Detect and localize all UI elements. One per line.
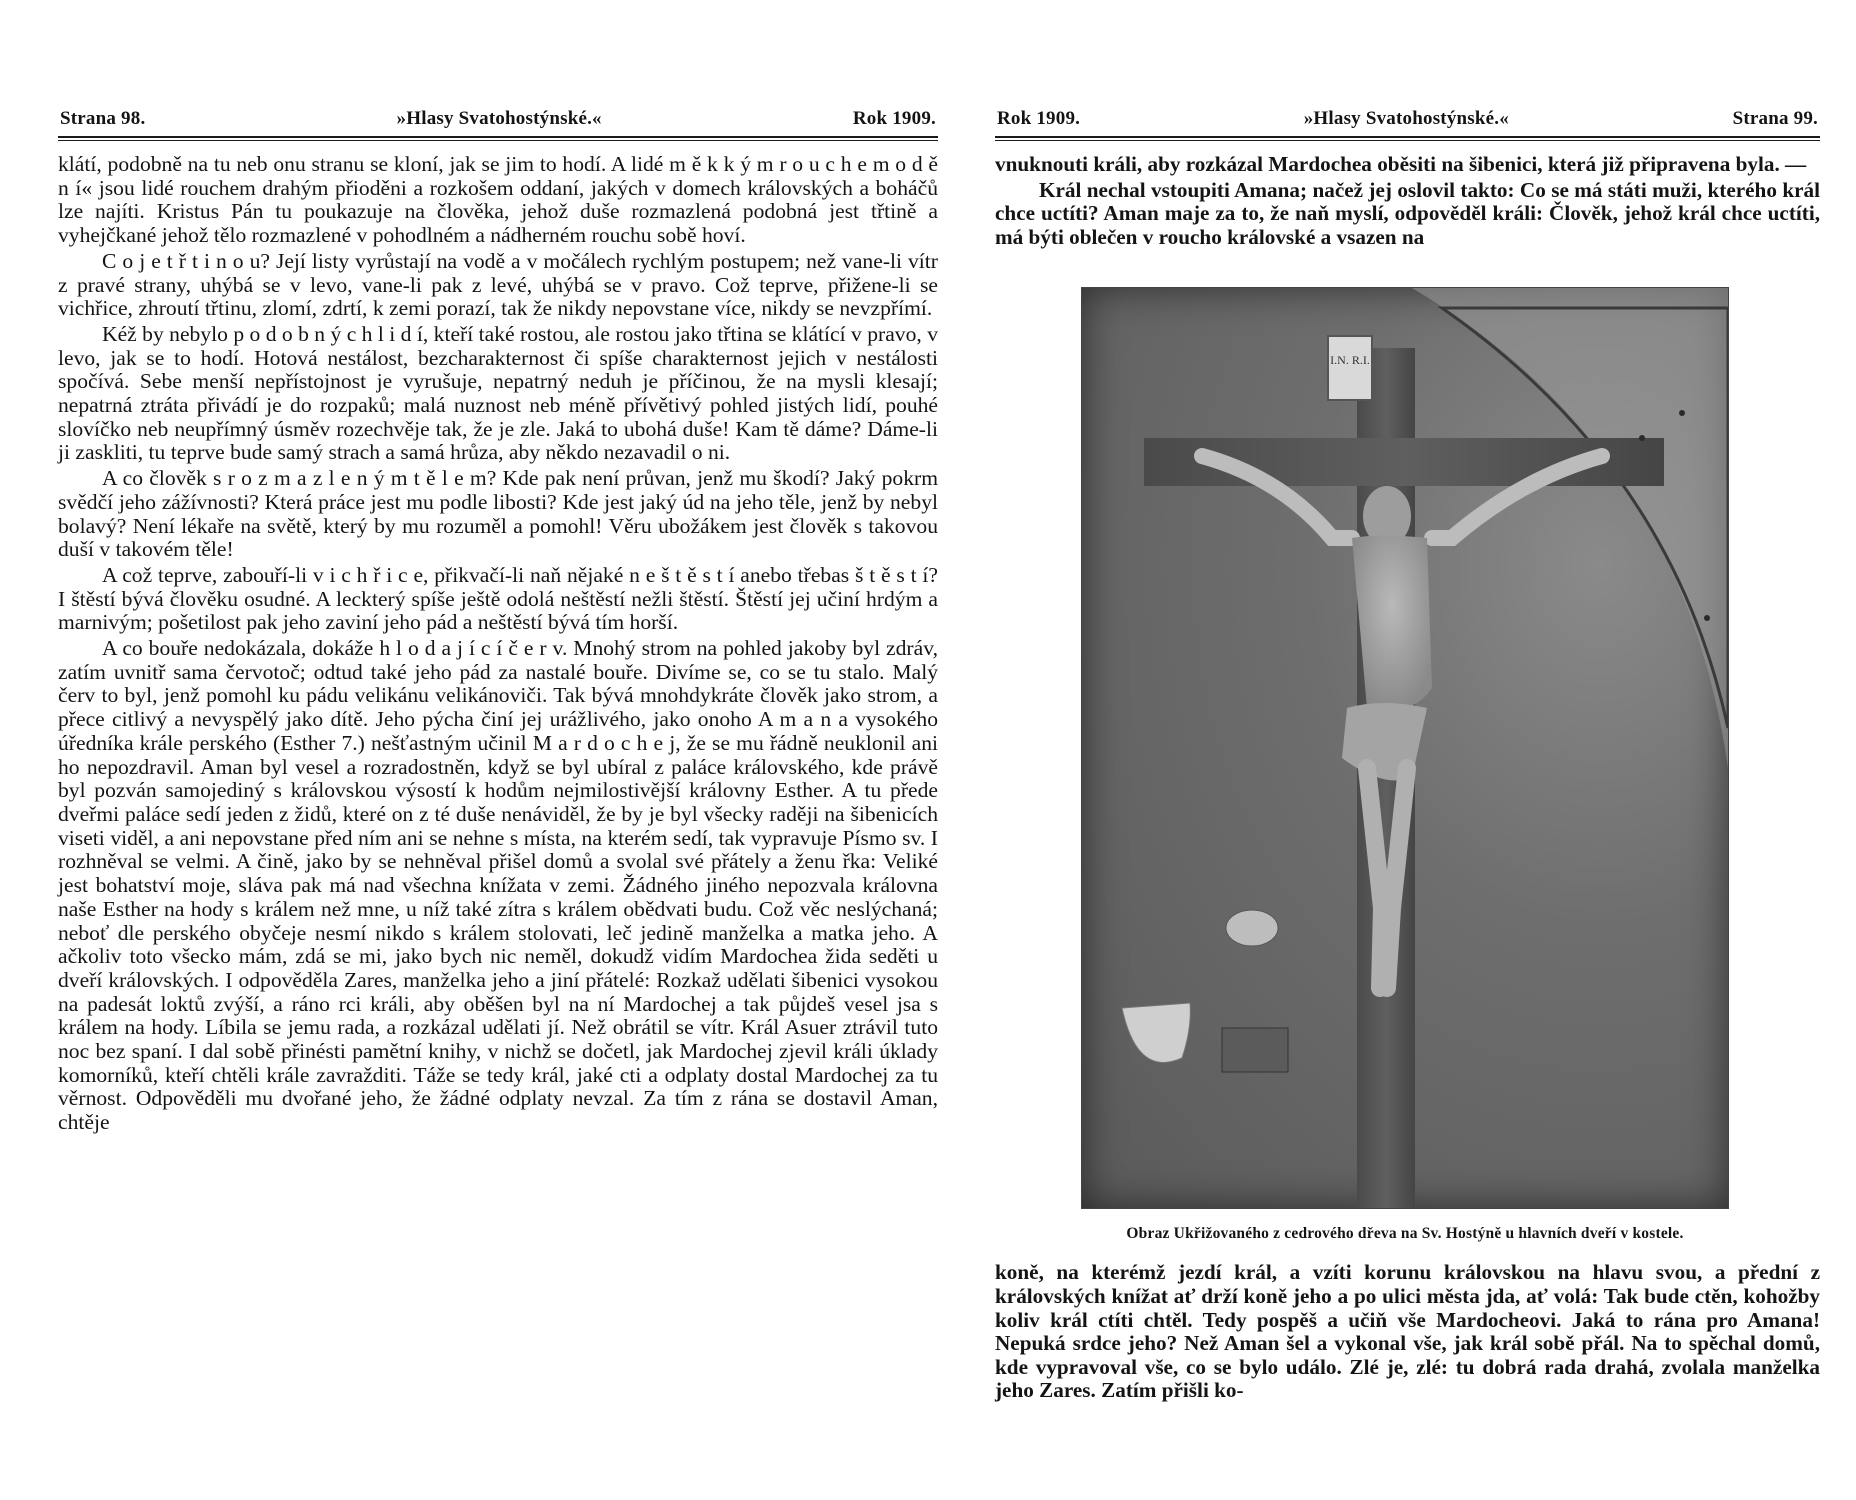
header-rule-thin [58,140,938,141]
left-year: Rok 1909. [852,108,936,129]
right-body-text-bottom [995,1261,1820,1403]
paragraph: A což teprve, zabouří-li v i c h ř i c e, přikvačí-li naň nějaké n e š t ě s t í anebo třebas š t ě s t í? I štěstí bývá člověku osudné. A leckterý spíše ještě odolá neštěstí nežli štěstí. Štěstí jej učiní hrdým a marnivým; pošetilost pak jeho zaviní jeho pád a neštěstí bývá tím horší. [58,562,938,635]
left-page [58,108,938,1137]
header-rule [58,136,938,138]
right-year: Rok 1909. [997,108,1081,129]
inri-inscription: I.N. R.I. [1330,353,1370,368]
left-body-text [58,153,938,1135]
star-ornament [1639,435,1645,441]
right-page-number: Strana 99. [1732,108,1818,129]
paragraph: A co člověk s r o z m a z l e n ý m t ě l e m? Kde pak není průvan, jenž mu škodí? Jaký pokrm svědčí jeho zážívnosti? Která práce jest mu podle libosti? Kde jest jaký úd na jeho těle, jenž by nebyl bolavý? Není lékaře na světě, který by mu rozuměl a pomohl! Věru ubožákem jest člověk s takovou duší v takovém těle! [58,466,938,562]
offering-box [1222,1028,1288,1072]
paragraph: Kéž by nebylo p o d o b n ý c h l i d í, kteří také rostou, ale rostou jako třtina se klátící v pravo, v levo, jak se to hodí. Hotová nestálost, bezcharakternost či spíše charakternost jejich v nestálosti spočívá. Sebe menší nepřístojnost je vyrušuje, nepatrný neduh je příčinou, že na mysli klesají; nepatrná ztráta přivádí je do rozpaků; malá nuznost neb méně přívětivý pohled jistých lidí, pouhé slovíčko neb neupřímný úsměv rozechvěje tak, že je zle. Jaká to ubohá duše! Kam tě dáme? Dáme-li ji zaskliti, tu teprve bude samý strach a samá hrůza, aby někdo nezavadil o ni. [58,321,938,465]
paragraph: C o j e t ř t i n o u? Její listy vyrůstají na vodě a v močálech rychlým postupem; než vane-li vítr z pravé strany, uhýbá se v levo, vane-li pak z levé, uhýbá se v pravo. Což teprve, přižene-li se vichřice, zhroutí třtinu, zlomí, zdrtí, k zemi porazí, tak že nikdy nepovstane více, nikdy se nevzpřímí. [58,248,938,321]
right-journal-title: »Hlasy Svatohostýnské.« [1303,108,1509,129]
figure-caption: Obraz Ukřižovaného z cedrového dřeva na Sv. Hostýně u hlavních dveří v kostele. [1126,1225,1684,1243]
small-plaque [1226,910,1278,946]
right-running-head [995,108,1820,136]
star-ornament [1704,615,1710,621]
header-rule-thin [995,140,1820,141]
header-rule [995,136,1820,138]
left-journal-title: »Hlasy Svatohostýnské.« [396,108,602,129]
star-ornament [1679,410,1685,416]
left-running-head [58,108,938,136]
holy-water-font [1122,1003,1190,1062]
inri-plaque [1328,336,1372,400]
right-page [995,108,1820,1405]
right-body-text-top [995,153,1820,249]
paragraph: klátí, podobně na tu neb onu stranu se kloní, jak se jim to hodí. A lidé m ě k k ý m r o u c h e m o d ě n í« jsou lidé rouchem drahým přioděni a rozkošem oddaní, jakých v domech královských a boháčů lze najíti. Kristus Pán tu poukazuje na člověka, jehož duše rozmazlená podobná jest třtině a vyhejčkané jehož tělo rozmazlené v pohodlném a nádherném rouchu sobě hoví. [58,152,938,248]
paragraph: vnuknouti králi, aby rozkázal Mardochea oběsiti na šibenici, která již připravena byla. — [995,152,1807,176]
crucifix-illustration [1082,288,1728,1208]
paragraph: A co bouře nedokázala, dokáže h l o d a j í c í č e r v. Mnohý strom na pohled jakoby byl zdráv, zatím uvnitř sama červotoč; odtud také jeho pád za nastalé bouře. Divíme se, co se tu stalo. Malý červ to byl, jenž pomohl ku pádu velikánu velikánoviči. Tak bývá mnohdykráte člověk jako strom, a přece citlivý a nevyspělý jako dítě. Jeho pýcha činí jej urážlivého, jako onoho A m a n a vysokého úředníka krále perského (Esther 7.) nešťastným učinil M a r d o c h e j, že se mu řádně neuklonil ani ho nepozdravil. Aman byl vesel a rozradostněn, když se byl ubíral z paláce královského, kde právě byl pozván samojediný s královskou výsostí k hodům nejmilostivější královny Esther. A tu přede dveřmi paláce sedí jeden z židů, které on z té duše nenáviděl, že by je byl všecky raději na šibenicích viseti viděl, a ani nepovstane před ním ani se nehne s místa, na kterém sedí, tak vypravuje Písmo sv. I rozhněval se velmi. A čině, jako by se nehněval přišel domů a svolal své přátely a ženu řka: Veliké jest bohatství moje, sláva pak má nad všechna knížata v zemi. Žádného jiného nepozvala královna naše Esther na hody s králem než mne, u níž také zítra s králem obědvati budu. Což věc neslýchaná; neboť dle perského obyčeje nesmí nikdo s králem stolovati, leč jedině manželka a matka jeho. A ačkoliv toto všecko mám, zdá se mi, jako bych nic neměl, dokudž vidím Mardochea žida seděti u dveří královských. I odpověděla Zares, manželka jeho a jiní přátelé: Rozkaž udělati šibenici vysokou na padesát loktů zvýší, a ráno rci králi, aby oběšen byl na ní Mardochej a tak půjdeš vesel jsa s králem na hody. Líbila se jemu rada, a rozkázal udělati jí. Než obrátil se vítr. Král Asuer ztrávil tuto noc bez spaní. I dal sobě přinésti pamětní knihy, v nichž se dočetl, jak Mardochej zjevil králi úklady komorníků, kteří chtěli krále zavražditi. Táže se tedy král, jaké cti a odplaty dostal Mardochej za tu věrnost. Odpověděli mu dvořané jeho, že žádné odplaty nevzal. Za tím z rána se dostavil Aman, chtěje [58,636,938,1135]
paragraph: koně, na kterémž jezdí král, a vzíti korunu královskou na hlavu svou, a přední z královských knížat ať drží koně jeho a po ulici města jda, ať volá: Tak bude ctěn, kohožby koliv král ctíti chtěl. Tedy pospěš a učiň vše Mardocheovi. Jaká to rána pro Amana! Nepuká srdce jeho? Než Aman šel a vykonal vše, jak král sobě přál. Na to spěchal domů, kde vypravoval vše, co se bylo událo. Zlé je, zlé: tu dobrá rada drahá, zvolala manželka jeho Zares. Zatím přišli ko- [995,1260,1820,1403]
crucifix-photograph [1081,287,1729,1209]
left-page-number: Strana 98. [60,108,146,129]
paragraph: Král nechal vstoupiti Amana; načež jej oslovil takto: Co se má státi muži, kterého král chce uctíti? Aman maje za to, že naň myslí, odpověděl králi: Člověk, jehož král chce uctíti, má býti oblečen v roucho královské a vsazen na [995,177,1820,249]
